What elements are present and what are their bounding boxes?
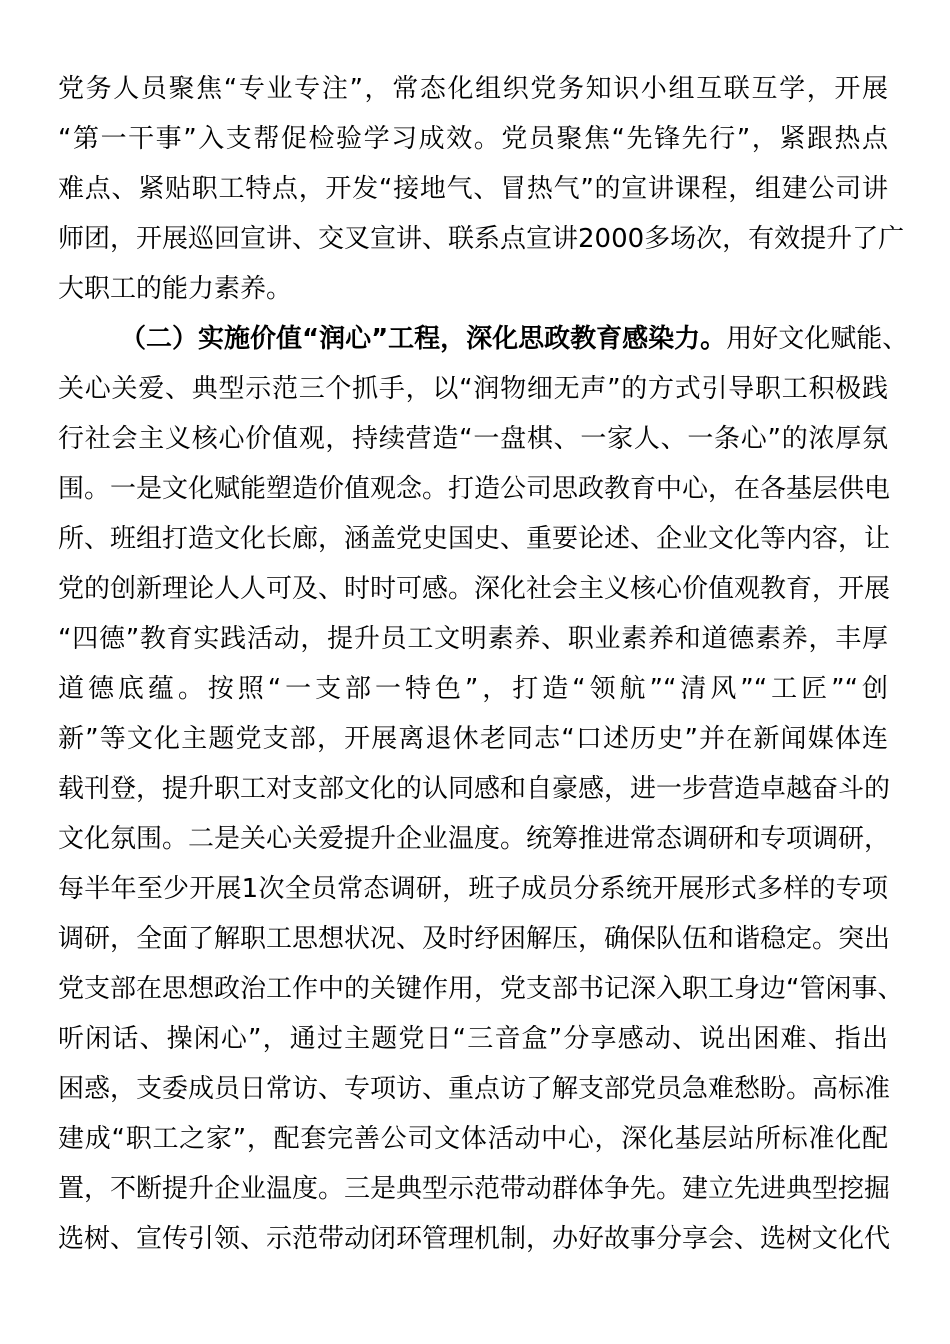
paragraph2-line-2: 关心关爱、典型示范三个抓手，以“润物细无声”的方式引导职工积极践	[58, 374, 888, 404]
paragraph2-first-line	[120, 314, 909, 364]
paragraph2-line-13: 调研，全面了解职工思想状况、及时纾困解压，确保队伍和谐稳定。突出	[58, 924, 891, 954]
paragraph2-line-3: 行社会主义核心价值观，持续营造“一盘棋、一家人、一条心”的浓厚氛	[58, 424, 888, 454]
paragraph2-line-6: 党的创新理论人人可及、时时可感。深化社会主义核心价值观教育，开展	[58, 574, 891, 604]
paragraph2-line-5: 所、班组打造文化长廊，涵盖党史国史、重要论述、企业文化等内容，让	[58, 524, 891, 554]
paragraph2-line-8: 道德底蕴。按照“一支部一特色”，打造“领航”“清风”“工匠”“创	[58, 674, 888, 704]
section-heading: （二）实施价值“润心”工程，深化思政教育感染力。	[120, 324, 727, 354]
paragraph2-line-11: 文化氛围。二是关心关爱提升企业温度。统筹推进常态调研和专项调研，	[58, 824, 891, 854]
paragraph1-line-5: 大职工的能力素养。	[58, 274, 293, 304]
paragraph2-line-4: 围。一是文化赋能塑造价值观念。打造公司思政教育中心，在各基层供电	[58, 474, 891, 504]
paragraph2-line-9: 新”等文化主题党支部，开展离退休老同志“口述历史”并在新闻媒体连	[58, 724, 888, 754]
paragraph1-line-2: “第一干事”入支帮促检验学习成效。党员聚焦“先锋先行”，紧跟热点	[58, 124, 888, 154]
paragraph2-line-10: 载刊登，提升职工对支部文化的认同感和自豪感，进一步营造卓越奋斗的	[58, 774, 891, 804]
paragraph2-line-15: 听闲话、操闲心”，通过主题党日“三音盒”分享感动、说出困难、指出	[58, 1024, 888, 1054]
paragraph2-line-17: 建成“职工之家”，配套完善公司文体活动中心，深化基层站所标准化配	[58, 1124, 888, 1154]
paragraph1-line-3: 难点、紧贴职工特点，开发“接地气、冒热气”的宣讲课程，组建公司讲	[58, 174, 888, 204]
paragraph2-line-7: “四德”教育实践活动，提升员工文明素养、职业素养和道德素养，丰厚	[58, 624, 888, 654]
paragraph2-line-14: 党支部在思想政治工作中的关键作用，党支部书记深入职工身边“管闲事、	[58, 974, 904, 1004]
paragraph2-line-19: 选树、宣传引领、示范带动闭环管理机制，办好故事分享会、选树文化代	[58, 1224, 891, 1254]
paragraph2-first-line-text: 用好文化赋能、	[726, 324, 909, 354]
paragraph1-line-1: 党务人员聚焦“专业专注”，常态化组织党务知识小组互联互学，开展	[58, 74, 888, 104]
paragraph2-line-18: 置，不断提升企业温度。三是典型示范带动群体争先。建立先进典型挖掘	[58, 1174, 891, 1204]
paragraph2-line-12: 每半年至少开展1次全员常态调研，班子成员分系统开展形式多样的专项	[58, 874, 888, 904]
paragraph2-line-16: 困惑，支委成员日常访、专项访、重点访了解支部党员急难愁盼。高标准	[58, 1074, 891, 1104]
paragraph1-line-4: 师团，开展巡回宣讲、交叉宣讲、联系点宣讲2000多场次，有效提升了广	[58, 224, 905, 254]
